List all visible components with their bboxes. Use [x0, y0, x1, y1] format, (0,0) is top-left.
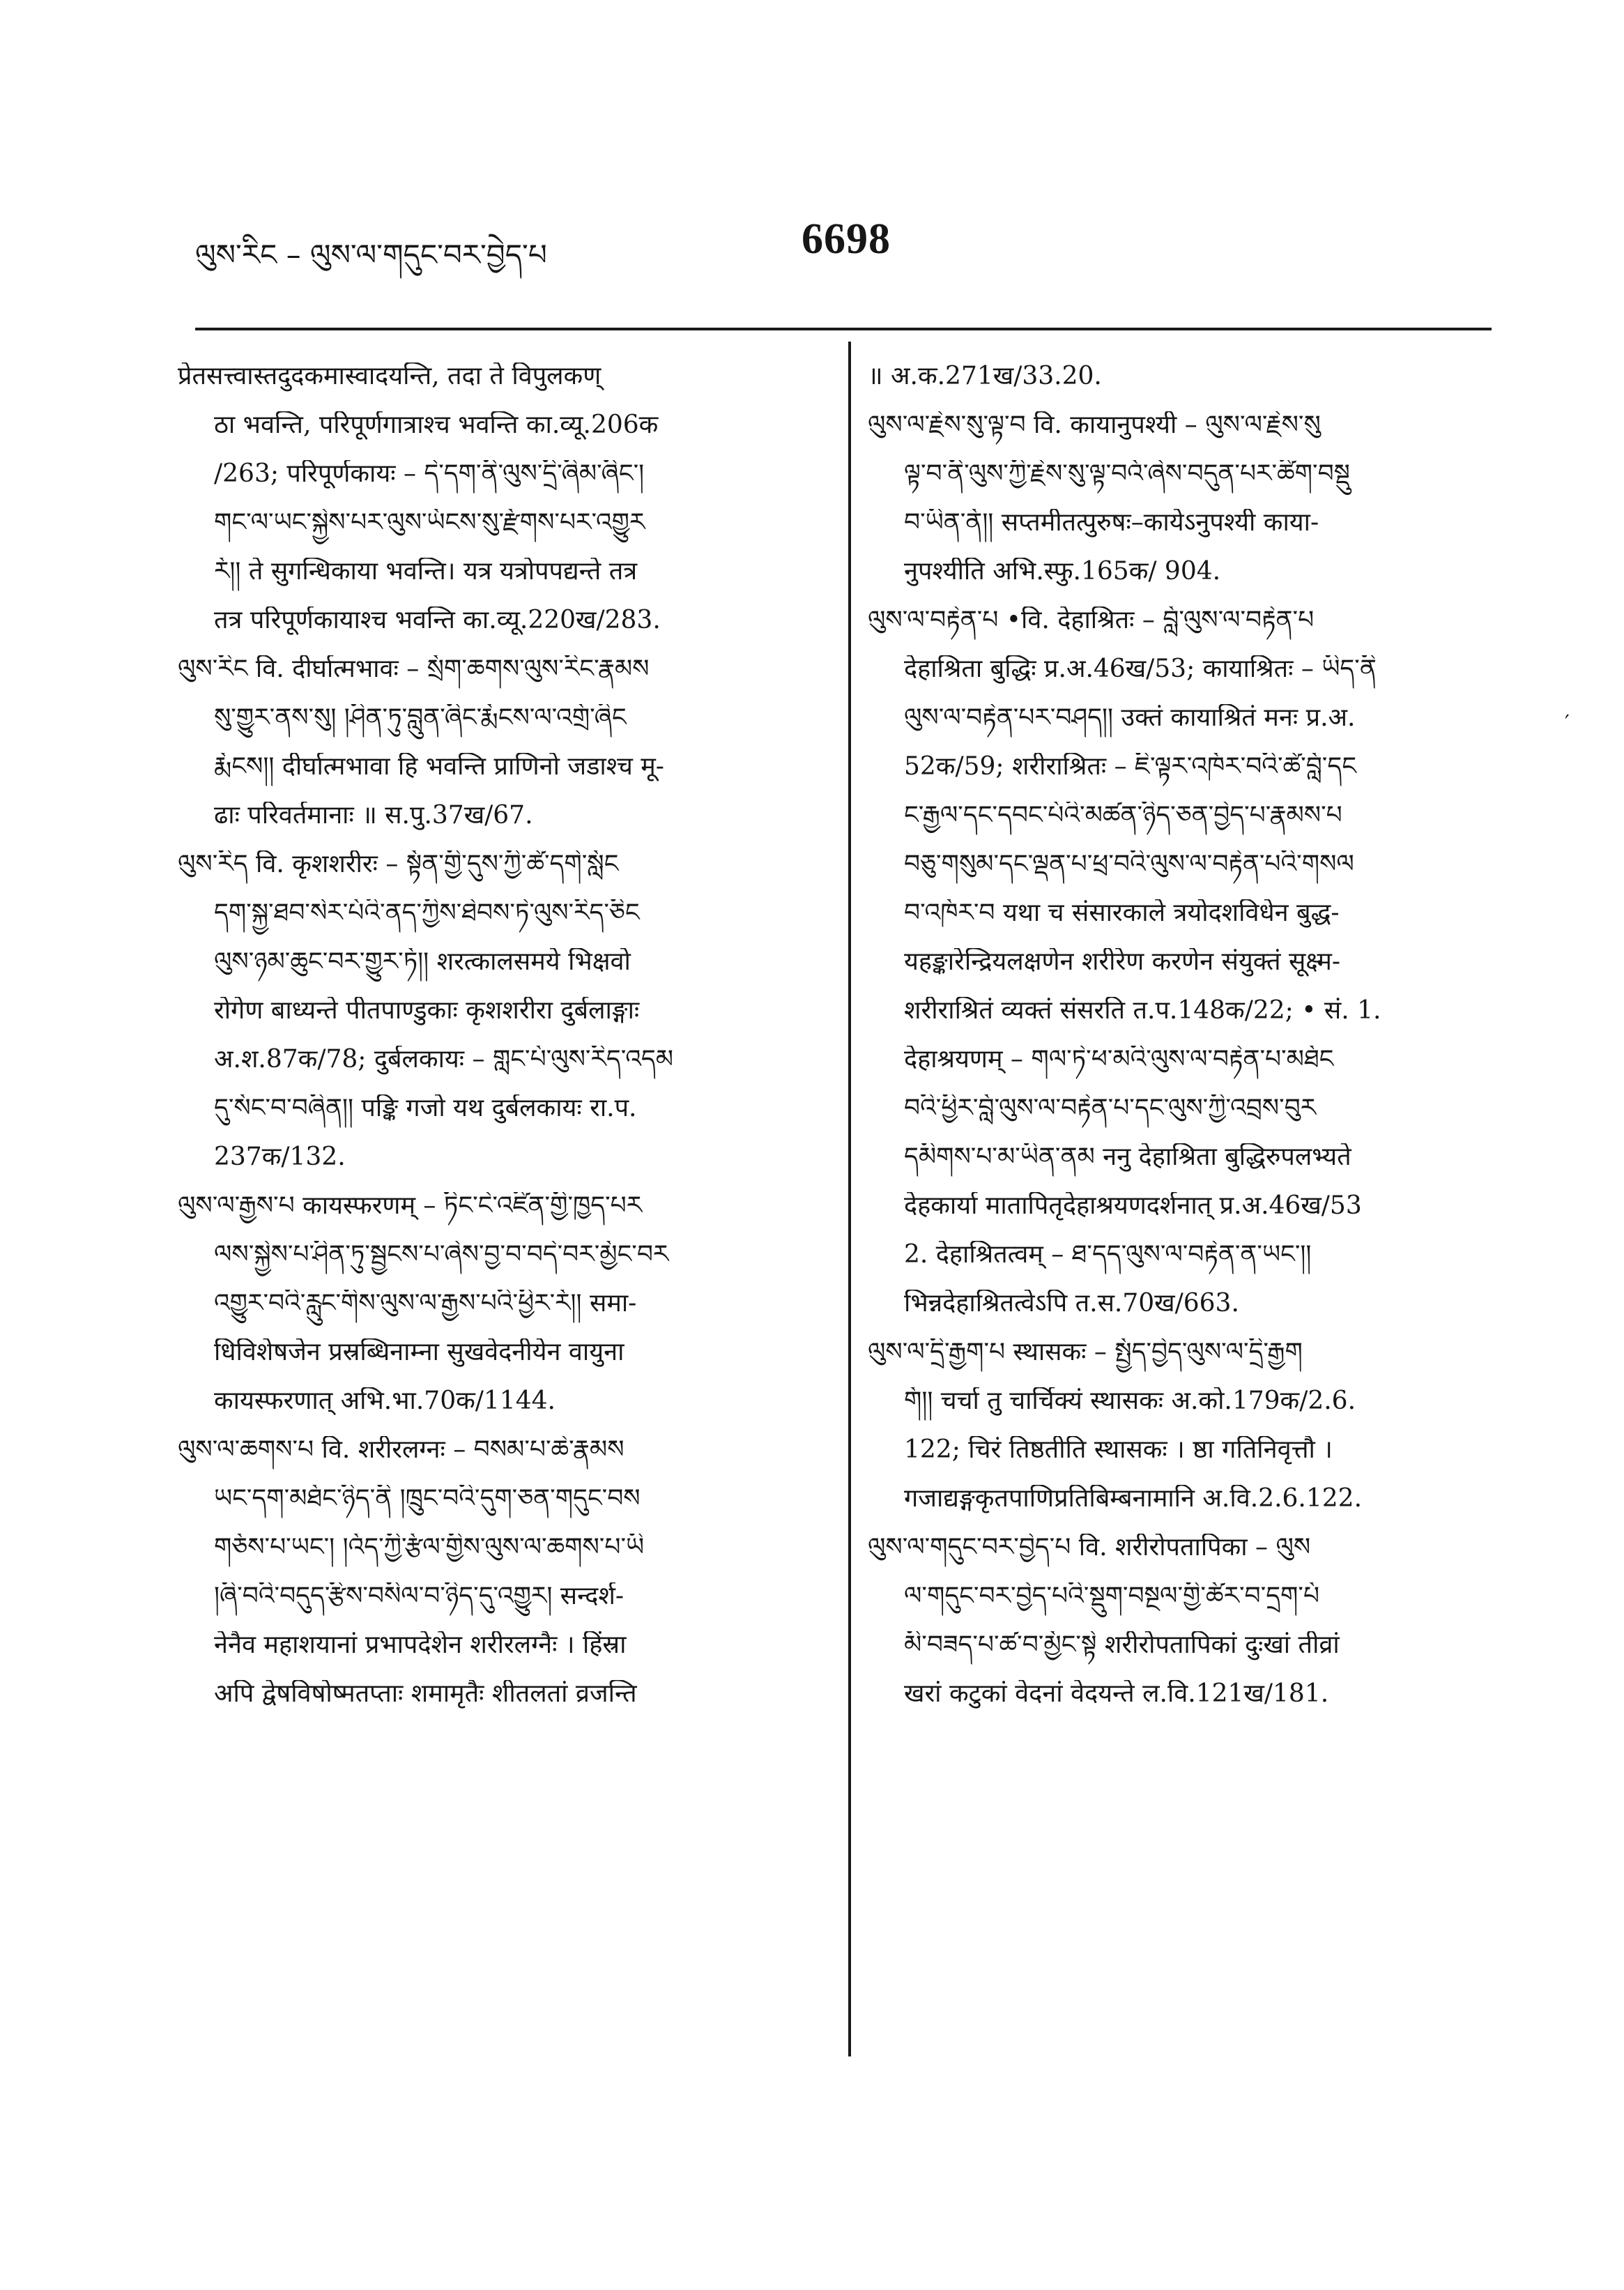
- entry-line: रोगेण बाध्यन्ते पीतपाण्डुकाः कृशशरीरा दुर्बलाङ्गाः: [214, 997, 640, 1025]
- entry-line: ལས་སྐྱེས་པ་ཤིན་ཏུ་སྦྱངས་པ་ཞེས་བྱ་བ་བདེ་བར་མྱོང་བར: [214, 1241, 669, 1269]
- entry-line: देहाश्रयणम् – གལ་ཏེ་ཕ་མའི་ལུས་ལ་བརྟེན་པ་མཐོང: [904, 1046, 1334, 1074]
- entry-line: ལུས་ལ་བརྟེན་པར་བཤད།། उक्तं कायाश्रितं मनः प्र.अ.: [904, 704, 1356, 732]
- entry-line: 52क/59; शरीराश्रितः – ཇི་ལྟར་འཁོར་བའི་ཚེ་བློ་དང: [904, 753, 1356, 781]
- page-header: [0, 209, 1624, 286]
- entry-line: ཡང་དག་མཐོང་ཉིད་ནི །ཁྲུང་བའི་དུག་ཅན་གདུང་བས: [214, 1485, 641, 1513]
- entry-line: 237क/132.: [214, 1143, 346, 1171]
- entry-line: །ཞི་བའི་བདུད་རྩིས་བསིལ་བ་ཉིད་དུ་འགྱུར། सन्दर्श-: [214, 1582, 625, 1610]
- entry-headline: ལུས་ལ་རྒྱས་པ कायस्फरणम् – ཏིང་ངེ་འཛིན་གྱི་ཁྱད་པར: [178, 1192, 643, 1220]
- entry-line: དག་སྐྱ་ཐབ་སེར་པོའི་ནད་ཀྱིས་ཐེབས་ཏེ་ལུས་རིད་ཅིང: [214, 899, 640, 927]
- entry-line: གཅོས་པ་ཡང་། །འོད་ཀྱི་རྩོལ་གྱིས་ལུས་ལ་ཆགས་པ་ཡི: [214, 1534, 645, 1562]
- entry-headline: ལུས་ལ་བརྟེན་པ •वि. देहाश्रितः – བློ་ལུས་ལ་བརྟེན་པ: [868, 606, 1315, 634]
- entry-line: अ.श.87क/78; दुर्बलकायः – གླང་པོ་ལུས་རིད་འདམ: [214, 1046, 673, 1074]
- entry-headline: ལུས་རིང वि. दीर्घात्मभावः – སྲོག་ཆགས་ལུས་རིང་རྣམས: [178, 655, 650, 683]
- entry-line: धिविशेषजेन प्रस्रब्धिनाम्ना सुखवेदनीयेन वायुना: [214, 1338, 625, 1366]
- entry-headline: प्रेतसत्त्वास्तदुदकमास्वादयन्ति, तदा ते विपुलकण्: [178, 362, 602, 390]
- entry-line: गजाद्यङ्गकृतपाणिप्रतिबिम्बनामानि अ.वि.2.6.122.: [904, 1485, 1363, 1513]
- header-rule: [195, 328, 1492, 330]
- entry-line: ठा भवन्ति, परिपूर्णगात्राश्च भवन्ति का.व्यू.206क: [214, 411, 659, 439]
- entry-line: कायस्फरणात् अभि.भा.70क/1144.: [214, 1387, 556, 1415]
- entry-line: नेनैव महाशयानां प्रभापदेशेन शरीरलग्नैः । हिंस्रा: [214, 1631, 627, 1659]
- dictionary-entry: [178, 1192, 809, 1436]
- right-column: [868, 362, 1488, 1729]
- entry-line: དམིགས་པ་མ་ཡིན་ནམ ननु देहाश्रिता बुद्धिरुपलभ्यते: [904, 1143, 1351, 1171]
- entry-line: /263; परिपूर्णकायः – དེ་དག་ནི་ལུས་དྲི་ཞིམ་ཞིང་།: [214, 460, 645, 488]
- dictionary-entry: [868, 1534, 1488, 1729]
- dictionary-entry: [868, 606, 1488, 1338]
- entry-line: སུ་གྱུར་ནས་སུ། །ཤིན་ཏུ་བླུན་ཞིང་རྨོངས་ལ་འགྲོ་ཞིང: [214, 704, 627, 732]
- entry-headline: ལུས་ལ་ཆགས་པ वि. शरीरलग्नः – བསམ་པ་ཆེ་རྣམས: [178, 1436, 625, 1464]
- dictionary-entry: [868, 411, 1488, 606]
- entry-headline: ལུས་ལ་གདུང་བར་བྱེད་པ वि. शरीरोपतापिका – ལུས: [868, 1534, 1311, 1562]
- entry-line: देहकार्या मातापितृदेहाश्रयणदर्शनात् प्र.अ.46ख/53: [904, 1192, 1362, 1220]
- entry-line: བ་ཡིན་ནོ།། सप्तमीतत्पुरुषः–कायेऽनुपश्यी काया-: [904, 509, 1319, 537]
- entry-line: खरां कटुकां वेदनां वेदयन्ते ल.वि.121ख/181.: [904, 1680, 1329, 1708]
- entry-line: རྨོངས།། दीर्घात्मभावा हि भवन्ति प्राणिनो जडाश्च मू-: [214, 753, 664, 781]
- entry-line: བའི་ཕྱིར་བློ་ལུས་ལ་བརྟེན་པ་དང་ལུས་ཀྱི་འབྲས་བུར: [904, 1094, 1317, 1122]
- entry-line: བ་འཁོར་བ यथा च संसारकाले त्रयोदशविधेन बुद्ध-: [904, 899, 1340, 927]
- entry-headline: ལུས་ལ་དྲི་རྒྱག་པ स्थासकः – སྤྱོད་བྱེད་ལུས་ལ་དྲི་རྒྱག: [868, 1338, 1303, 1366]
- left-column: [178, 362, 809, 1729]
- entry-line: ལ་གདུང་བར་བྱེད་པའི་སྡུག་བསྔལ་གྱི་ཚོར་བ་དྲག་པོ: [904, 1582, 1320, 1610]
- entry-headline: ལུས་རིད वि. कृशशरीरः – སྟོན་གྱི་དུས་ཀྱི་ཚེ་དགེ་སློང: [178, 850, 619, 878]
- entry-line: དུ་སོང་བ་བཞིན།། पङ्कि गजो यथ दुर्बलकायः रा.प.: [214, 1094, 637, 1122]
- entry-line: མི་བཟད་པ་ཚ་བ་མྱོང་སྟེ शरीरोपतापिकां दुःखां तीव्रां: [904, 1631, 1340, 1659]
- running-head: ལུས་རིང – ལུས་ལ་གདུང་བར་བྱེད་པ: [195, 238, 547, 272]
- column-divider: [848, 342, 851, 2056]
- entry-headline: ॥ अ.क.271ख/33.20.: [868, 362, 1102, 390]
- entry-line: अपि द्वेषविषोष्मतप्ताः शमामृतैः शीतलतां व्रजन्ति: [214, 1680, 637, 1708]
- entry-line: ལུས་ཉམ་ཆུང་བར་གྱུར་ཏོ།། शरत्कालसमये भिक्षवो: [214, 948, 631, 976]
- dictionary-entry: [178, 362, 809, 655]
- entry-line: शरीराश्रितं व्यक्तं संसरति त.प.148क/22; • सं. 1.: [904, 997, 1381, 1025]
- dictionary-entry: [178, 850, 809, 1192]
- entry-line: གོ།། चर्चा तु चार्चिक्यं स्थासकः अ.को.179क/2.6.: [904, 1387, 1356, 1415]
- entry-line: ལྟ་བ་ནི་ལུས་ཀྱི་རྗེས་སུ་ལྟ་བའོ་ཞེས་བདུན་པར་ཚིག་བསྡུ: [904, 460, 1350, 488]
- entry-line: तत्र परिपूर्णकायाश्च भवन्ति का.व्यू.220ख/283.: [214, 606, 661, 634]
- entry-line: བཅུ་གསུམ་དང་ལྡན་པ་ཕྲ་བའི་ལུས་ལ་བརྟེན་པའི་གསལ: [904, 850, 1354, 878]
- dictionary-entry: [178, 1436, 809, 1729]
- dictionary-entry: [868, 1338, 1488, 1534]
- entry-line: རོ།། ते सुगन्धिकाया भवन्ति। यत्र यत्रोपपद्यन्ते तत्र: [214, 558, 638, 586]
- margin-mark: ′: [1565, 711, 1570, 735]
- entry-line: འགྱུར་བའི་རླུང་གིས་ལུས་ལ་རྒྱས་པའི་ཕྱིར་རོ།། समा-: [214, 1290, 637, 1318]
- dictionary-entry: [178, 655, 809, 850]
- entry-headline: ལུས་ལ་རྗེས་སུ་ལྟ་བ वि. कायानुपश्यी – ལུས་ལ་རྗེས་སུ: [868, 411, 1321, 439]
- entry-line: भिन्नदेहाश्रितत्वेऽपि त.स.70ख/663.: [904, 1290, 1239, 1318]
- entry-line: 2. देहाश्रितत्वम् – ཐ་དད་ལུས་ལ་བརྟེན་ན་ཡང་།།: [904, 1241, 1312, 1269]
- page-number: 6698: [802, 215, 891, 263]
- entry-line: देहाश्रिता बुद्धिः प्र.अ.46ख/53; कायाश्रितः – ཡིད་ནི: [904, 655, 1377, 683]
- entry-line: གང་ལ་ཡང་སྐྱེས་པར་ལུས་ཡོངས་སུ་རྫོགས་པར་འགྱུར: [214, 509, 645, 537]
- entry-line: यहङ्कारेन्द्रियलक्षणेन शरीरेण करणेन संयुक्तं सूक्ष्म-: [904, 948, 1341, 976]
- entry-line: ང་རྒྱལ་དང་དབང་པོའི་མཚན་ཉིད་ཅན་བྱེད་པ་རྣམས་པ: [904, 802, 1342, 830]
- dictionary-entry: [868, 362, 1488, 411]
- entry-line: ढाः परिवर्तमानाः ॥ स.पु.37ख/67.: [214, 802, 533, 830]
- entry-line: नुपश्यीति अभि.स्फु.165क/ 904.: [904, 558, 1221, 586]
- entry-line: 122; चिरं तिष्ठतीति स्थासकः । ष्ठा गतिनिवृत्तौ ।: [904, 1436, 1333, 1464]
